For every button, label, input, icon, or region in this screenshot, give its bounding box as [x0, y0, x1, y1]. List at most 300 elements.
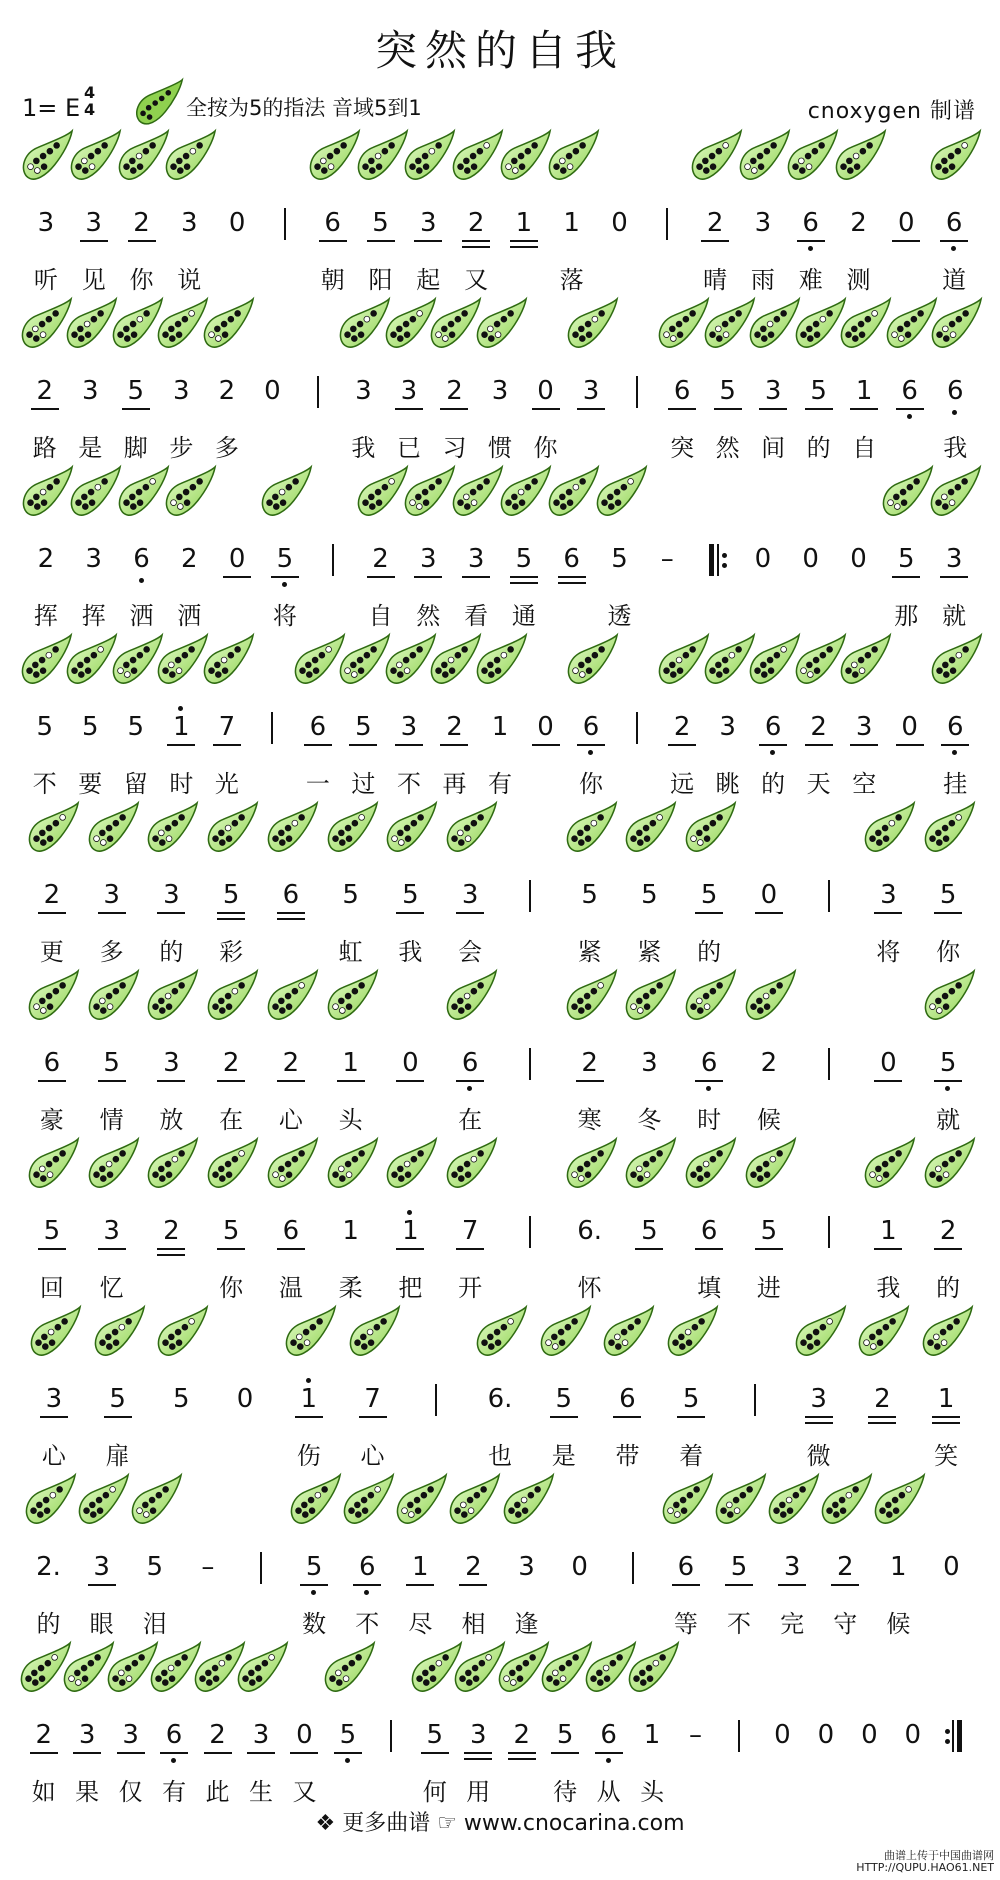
- note-value: 0: [402, 1048, 419, 1078]
- bar-line: [317, 376, 319, 408]
- underline: [396, 1080, 424, 1082]
- note-value: 2: [209, 1720, 226, 1750]
- note: [607, 1382, 647, 1416]
- note-value: 0: [296, 1720, 313, 1750]
- underline: [157, 1248, 185, 1250]
- lyric-char: 从: [596, 1778, 621, 1806]
- note-value: 3: [945, 544, 963, 574]
- underline: [300, 1584, 328, 1586]
- lyric-char: 然: [416, 602, 441, 630]
- ocarina-fingering-icon: [262, 800, 324, 862]
- note: [92, 1046, 132, 1080]
- lyric-char: 心: [278, 1106, 303, 1134]
- double-underline: [868, 1422, 896, 1424]
- lyric-char: 扉: [105, 1442, 130, 1470]
- notation-row: [0, 1382, 1000, 1438]
- note: [434, 710, 474, 744]
- underline: [755, 1248, 783, 1250]
- underline: [558, 576, 586, 578]
- ocarina-icon: [130, 76, 186, 136]
- low-octave-dot: [171, 1758, 176, 1763]
- lyric-char: 的: [159, 938, 184, 966]
- ocarina-fingering-icon: [322, 1136, 384, 1198]
- bar-line: [435, 1384, 437, 1416]
- lyric-char: 自: [852, 434, 877, 462]
- ocarina-fingering-icon: [89, 1304, 151, 1366]
- lyric-char: 洒: [177, 602, 202, 630]
- note-value: 5: [426, 1720, 444, 1750]
- underline: [337, 1080, 365, 1082]
- ocarina-fingering-icon: [917, 1304, 979, 1366]
- underline: [576, 1080, 604, 1082]
- note-value: 5: [611, 544, 628, 574]
- ocarina-fingering-icon: [25, 1304, 87, 1366]
- ocarina-fingering-icon: [919, 968, 981, 1030]
- note: [935, 710, 975, 744]
- note-value: 5: [402, 880, 419, 910]
- low-octave-dot: [139, 578, 144, 583]
- ocarina-fingering-icon: [198, 296, 260, 358]
- note: [886, 206, 926, 240]
- lyric-char: 眼: [89, 1610, 114, 1638]
- note: [361, 206, 401, 240]
- underline: [695, 912, 723, 914]
- underline: [551, 1752, 579, 1754]
- note-value: 0: [754, 544, 772, 574]
- note: [676, 1718, 716, 1752]
- note-value: 0: [880, 1048, 897, 1078]
- lyric-char: 脚: [123, 434, 148, 462]
- note-value: 3: [93, 1552, 110, 1582]
- note-value: 5: [127, 376, 145, 406]
- double-underline: [217, 918, 245, 920]
- note-value: 2: [181, 544, 198, 574]
- lyric-char: 透: [607, 602, 632, 630]
- lyric-char: 看: [464, 602, 489, 630]
- underline: [577, 744, 605, 746]
- note: [743, 206, 783, 240]
- note-value: 5: [939, 880, 957, 910]
- ocarina-fingering-icon: [471, 296, 533, 358]
- note: [151, 1214, 191, 1248]
- lyric-char: 是: [551, 1442, 576, 1470]
- ocarina-fingering-icon: [859, 1136, 921, 1198]
- note: [453, 1550, 493, 1584]
- lyric-char: 然: [715, 434, 740, 462]
- note: [844, 374, 884, 408]
- note-value: 0: [802, 544, 819, 574]
- underline: [334, 1752, 362, 1754]
- double-underline: [508, 1758, 536, 1760]
- note-value: 3: [461, 880, 479, 910]
- note: [116, 374, 156, 408]
- note-value: 6: [673, 376, 691, 406]
- note: [749, 878, 789, 912]
- lyric-char: 等: [673, 1610, 698, 1638]
- note-value: 2: [836, 1552, 854, 1582]
- lyric-char: 你: [129, 266, 154, 294]
- note: [26, 206, 66, 240]
- underline: [104, 1416, 132, 1418]
- bar-line: [636, 376, 638, 408]
- ocarina-fingering-icon: [680, 1136, 742, 1198]
- ocarina-fingering-icon: [232, 1640, 294, 1702]
- note: [791, 206, 831, 240]
- note: [589, 1718, 629, 1752]
- double-underline: [157, 1254, 185, 1256]
- note-value: 5: [939, 1048, 957, 1078]
- note-value: 6: [309, 712, 327, 742]
- note-value: 6: [600, 1720, 617, 1750]
- lyric-char: 晴: [703, 266, 728, 294]
- lyric-char: 在: [219, 1106, 244, 1134]
- underline: [635, 1248, 663, 1250]
- note-value: 2: [810, 712, 827, 742]
- underline: [892, 240, 920, 242]
- note: [849, 1718, 889, 1752]
- ocarina-fingering-icon: [160, 464, 222, 526]
- note: [480, 1382, 520, 1416]
- score-row: [0, 1472, 1000, 1642]
- underline: [217, 1248, 245, 1250]
- note: [92, 878, 132, 912]
- ocarina-fingering-icon: [925, 464, 987, 526]
- ocarina-fingering-icon: [23, 968, 85, 1030]
- lyric-char: 自: [368, 602, 393, 630]
- note-value: 0: [571, 1552, 588, 1582]
- underline: [277, 1248, 305, 1250]
- lyric-char: 突: [670, 434, 695, 462]
- lyric-char: 听: [33, 266, 58, 294]
- lyric-char: 惯: [488, 434, 512, 462]
- ocarina-fingering-icon: [620, 1136, 682, 1198]
- note: [671, 1382, 711, 1416]
- underline: [406, 1584, 434, 1586]
- note-value: 1: [342, 1048, 359, 1078]
- ocarina-fingering-row: [0, 968, 1000, 1048]
- underline: [440, 744, 468, 746]
- note-value: 6: [945, 208, 963, 238]
- lyric-char: 头: [640, 1778, 665, 1806]
- lyric-char: 冬: [637, 1106, 662, 1134]
- underline: [850, 744, 878, 746]
- underline: [223, 576, 251, 578]
- fingering-note: 全按为5的指法 音域5到1: [186, 96, 422, 120]
- lyric-char: 尽: [408, 1610, 433, 1638]
- note-value: 2.: [36, 1552, 61, 1582]
- note-value: 0: [264, 376, 281, 406]
- note-value: 6.: [487, 1384, 513, 1414]
- lyric-char: 通: [511, 602, 536, 630]
- high-octave-dot: [407, 1210, 412, 1215]
- underline: [295, 1416, 323, 1418]
- lyric-char: 如: [31, 1778, 56, 1806]
- note-value: 1: [173, 712, 190, 742]
- note: [570, 1046, 610, 1080]
- lyric-char: 又: [464, 266, 489, 294]
- note-value: 5: [760, 1216, 778, 1246]
- ocarina-fingering-icon: [662, 1304, 724, 1366]
- lyric-char: 的: [36, 1610, 61, 1638]
- ocarina-fingering-icon: [562, 296, 624, 358]
- note: [328, 1718, 368, 1752]
- underline: [464, 1752, 492, 1754]
- underline: [98, 1248, 126, 1250]
- note-value: 3: [420, 544, 437, 574]
- note: [868, 1214, 908, 1248]
- low-octave-dot: [907, 414, 912, 419]
- ocarina-fingering-icon: [160, 128, 222, 190]
- lyric-char: 填: [697, 1274, 722, 1302]
- note: [390, 878, 430, 912]
- underline: [353, 1584, 381, 1586]
- lyric-char: 开: [458, 1274, 483, 1302]
- ocarina-fingering-icon: [83, 968, 145, 1030]
- note: [743, 542, 783, 576]
- note-value: 0: [904, 1720, 922, 1750]
- note: [298, 710, 338, 744]
- note: [570, 1214, 610, 1248]
- lyric-char: 你: [579, 770, 604, 798]
- underline: [304, 744, 332, 746]
- note: [32, 1046, 72, 1080]
- note: [331, 878, 371, 912]
- score-row: [0, 128, 1000, 298]
- note: [450, 878, 490, 912]
- lyric-char: 光: [214, 770, 239, 798]
- ocarina-fingering-icon: [322, 800, 384, 862]
- lyrics-row: [0, 1436, 1000, 1476]
- lyric-char: 我: [351, 434, 376, 462]
- author-credit: cnoxygen 制谱: [807, 99, 976, 124]
- lyric-char: 豪: [39, 1106, 64, 1134]
- underline: [277, 912, 305, 914]
- note: [361, 542, 401, 576]
- note: [935, 374, 975, 408]
- lyric-char: 心: [41, 1442, 66, 1470]
- note-value: 1: [880, 1216, 897, 1246]
- ocarina-fingering-icon: [561, 968, 623, 1030]
- underline: [462, 240, 490, 242]
- note: [92, 1214, 132, 1248]
- note-value: 3: [400, 712, 418, 742]
- lyric-char: 放: [159, 1106, 184, 1134]
- note-value: 6: [165, 1720, 183, 1750]
- ocarina-fingering-row: [0, 1472, 1000, 1552]
- low-octave-dot: [311, 1590, 316, 1595]
- note-value: 2: [513, 1720, 530, 1750]
- lyric-char: 虹: [338, 938, 363, 966]
- lyric-char: 难: [798, 266, 823, 294]
- note-value: 1: [563, 208, 580, 238]
- bar-line: [828, 880, 830, 912]
- underline: [414, 576, 442, 578]
- note-value: 2: [760, 1048, 778, 1078]
- score-row: [0, 800, 1000, 970]
- ocarina-fingering-icon: [591, 464, 653, 526]
- note-value: 5: [276, 544, 294, 574]
- note-value: 6: [946, 712, 964, 742]
- note-value: 5: [339, 1720, 357, 1750]
- underline: [157, 1080, 185, 1082]
- note: [169, 542, 209, 576]
- ocarina-fingering-icon: [562, 632, 624, 694]
- lyric-char: 的: [761, 770, 786, 798]
- note-value: 3: [37, 208, 55, 238]
- note: [400, 1550, 440, 1584]
- lyrics-row: [0, 428, 1000, 468]
- ocarina-fingering-icon: [23, 1136, 85, 1198]
- note-value: 3: [582, 376, 600, 406]
- note-value: 5: [82, 712, 99, 742]
- note-value: 3: [420, 208, 437, 238]
- note-value: 5: [898, 544, 915, 574]
- note: [331, 1214, 371, 1248]
- ocarina-fingering-icon: [441, 800, 503, 862]
- score-row: [0, 1640, 1000, 1810]
- underline: [595, 1752, 623, 1754]
- underline: [395, 744, 423, 746]
- note: [151, 878, 191, 912]
- ocarina-fingering-icon: [280, 1304, 342, 1366]
- note-value: 0: [537, 712, 554, 742]
- note: [207, 374, 247, 408]
- lyric-char: 挂: [943, 770, 968, 798]
- note: [600, 542, 640, 576]
- stamp-line-1: 曲谱上传于中国曲谱网: [884, 1849, 994, 1862]
- underline: [896, 744, 924, 746]
- underline: [874, 1080, 902, 1082]
- note: [135, 1550, 175, 1584]
- underline: [213, 744, 241, 746]
- ocarina-fingering-icon: [202, 968, 264, 1030]
- lyric-char: 又: [292, 1778, 317, 1806]
- note: [552, 542, 592, 576]
- note: [154, 1718, 194, 1752]
- note-value: 5: [146, 1552, 164, 1582]
- underline: [247, 1752, 275, 1754]
- score-row: [0, 632, 1000, 802]
- lyric-char: 果: [75, 1778, 100, 1806]
- lyric-char: 候: [886, 1610, 911, 1638]
- ocarina-fingering-row: [0, 1136, 1000, 1216]
- note-value: 3: [252, 1720, 270, 1750]
- underline: [508, 1752, 536, 1754]
- note-value: 1: [342, 1216, 359, 1246]
- lyric-char: 那: [894, 602, 919, 630]
- bar-line: [666, 208, 668, 240]
- note-value: 2: [35, 1720, 52, 1750]
- lyric-char: 就: [942, 602, 967, 630]
- note-value: 3: [783, 1552, 801, 1582]
- note-value: 5: [342, 880, 359, 910]
- lyric-char: 不: [396, 770, 421, 798]
- note: [82, 1550, 122, 1584]
- note: [111, 1718, 151, 1752]
- note-value: 7: [218, 712, 236, 742]
- note: [762, 1718, 802, 1752]
- lyric-char: 空: [852, 770, 877, 798]
- note-value: 3: [78, 1720, 96, 1750]
- underline: [577, 408, 605, 410]
- ocarina-fingering-icon: [535, 1304, 597, 1366]
- underline: [128, 240, 156, 242]
- underline: [395, 408, 423, 410]
- double-underline: [805, 1422, 833, 1424]
- double-underline: [277, 918, 305, 920]
- note-value: 5: [372, 208, 389, 238]
- lyric-char: 已: [396, 434, 421, 462]
- note: [526, 374, 566, 408]
- note: [25, 374, 65, 408]
- note: [806, 1718, 846, 1752]
- note-value: 2: [706, 208, 724, 238]
- note-value: 0: [861, 1720, 878, 1750]
- underline: [319, 240, 347, 242]
- underline: [934, 1080, 962, 1082]
- repeat-start: [709, 544, 721, 576]
- ocarina-fingering-icon: [859, 800, 921, 862]
- note: [544, 1382, 584, 1416]
- ocarina-fingering-icon: [620, 968, 682, 1030]
- underline: [892, 576, 920, 578]
- bar-line: [529, 880, 531, 912]
- lyric-char: 我: [876, 1274, 901, 1302]
- note: [25, 710, 65, 744]
- underline: [30, 1752, 58, 1754]
- note-value: 5: [43, 1216, 61, 1246]
- underline: [38, 1248, 66, 1250]
- footer-link[interactable]: ❖ 更多曲谱 ☞ www.cnocarina.com: [315, 1811, 685, 1836]
- note-value: 2: [467, 208, 485, 238]
- note: [868, 878, 908, 912]
- underline: [934, 1248, 962, 1250]
- note-value: 3: [103, 880, 120, 910]
- note: [689, 1046, 729, 1080]
- note-value: 5: [103, 1048, 120, 1078]
- lyric-char: 不: [32, 770, 57, 798]
- note-value: 5: [109, 1384, 126, 1414]
- note-value: 3: [82, 376, 99, 406]
- underline: [759, 744, 787, 746]
- lyric-char: 天: [806, 770, 831, 798]
- note: [825, 1550, 865, 1584]
- note-value: –: [660, 544, 674, 574]
- note-value: 2: [874, 1384, 891, 1414]
- score-row: [0, 296, 1000, 466]
- lyrics-row: [0, 932, 1000, 972]
- ocarina-fingering-icon: [152, 1304, 214, 1366]
- note: [893, 1718, 933, 1752]
- ocarina-fingering-icon: [680, 968, 742, 1030]
- underline: [725, 1584, 753, 1586]
- low-octave-dot: [952, 410, 957, 415]
- note-value: 6: [324, 208, 341, 238]
- notation-row: [0, 1046, 1000, 1102]
- ocarina-fingering-icon: [926, 632, 988, 694]
- lyric-char: 泪: [142, 1610, 167, 1638]
- note-value: 5: [127, 712, 145, 742]
- note-value: 3: [855, 712, 873, 742]
- lyric-char: 过: [351, 770, 376, 798]
- underline: [759, 408, 787, 410]
- bar-line: [529, 1216, 531, 1248]
- note: [689, 1214, 729, 1248]
- note-value: 6: [901, 376, 918, 406]
- score-row: [0, 464, 1000, 634]
- underline: [805, 408, 833, 410]
- notation-row: [0, 542, 1000, 598]
